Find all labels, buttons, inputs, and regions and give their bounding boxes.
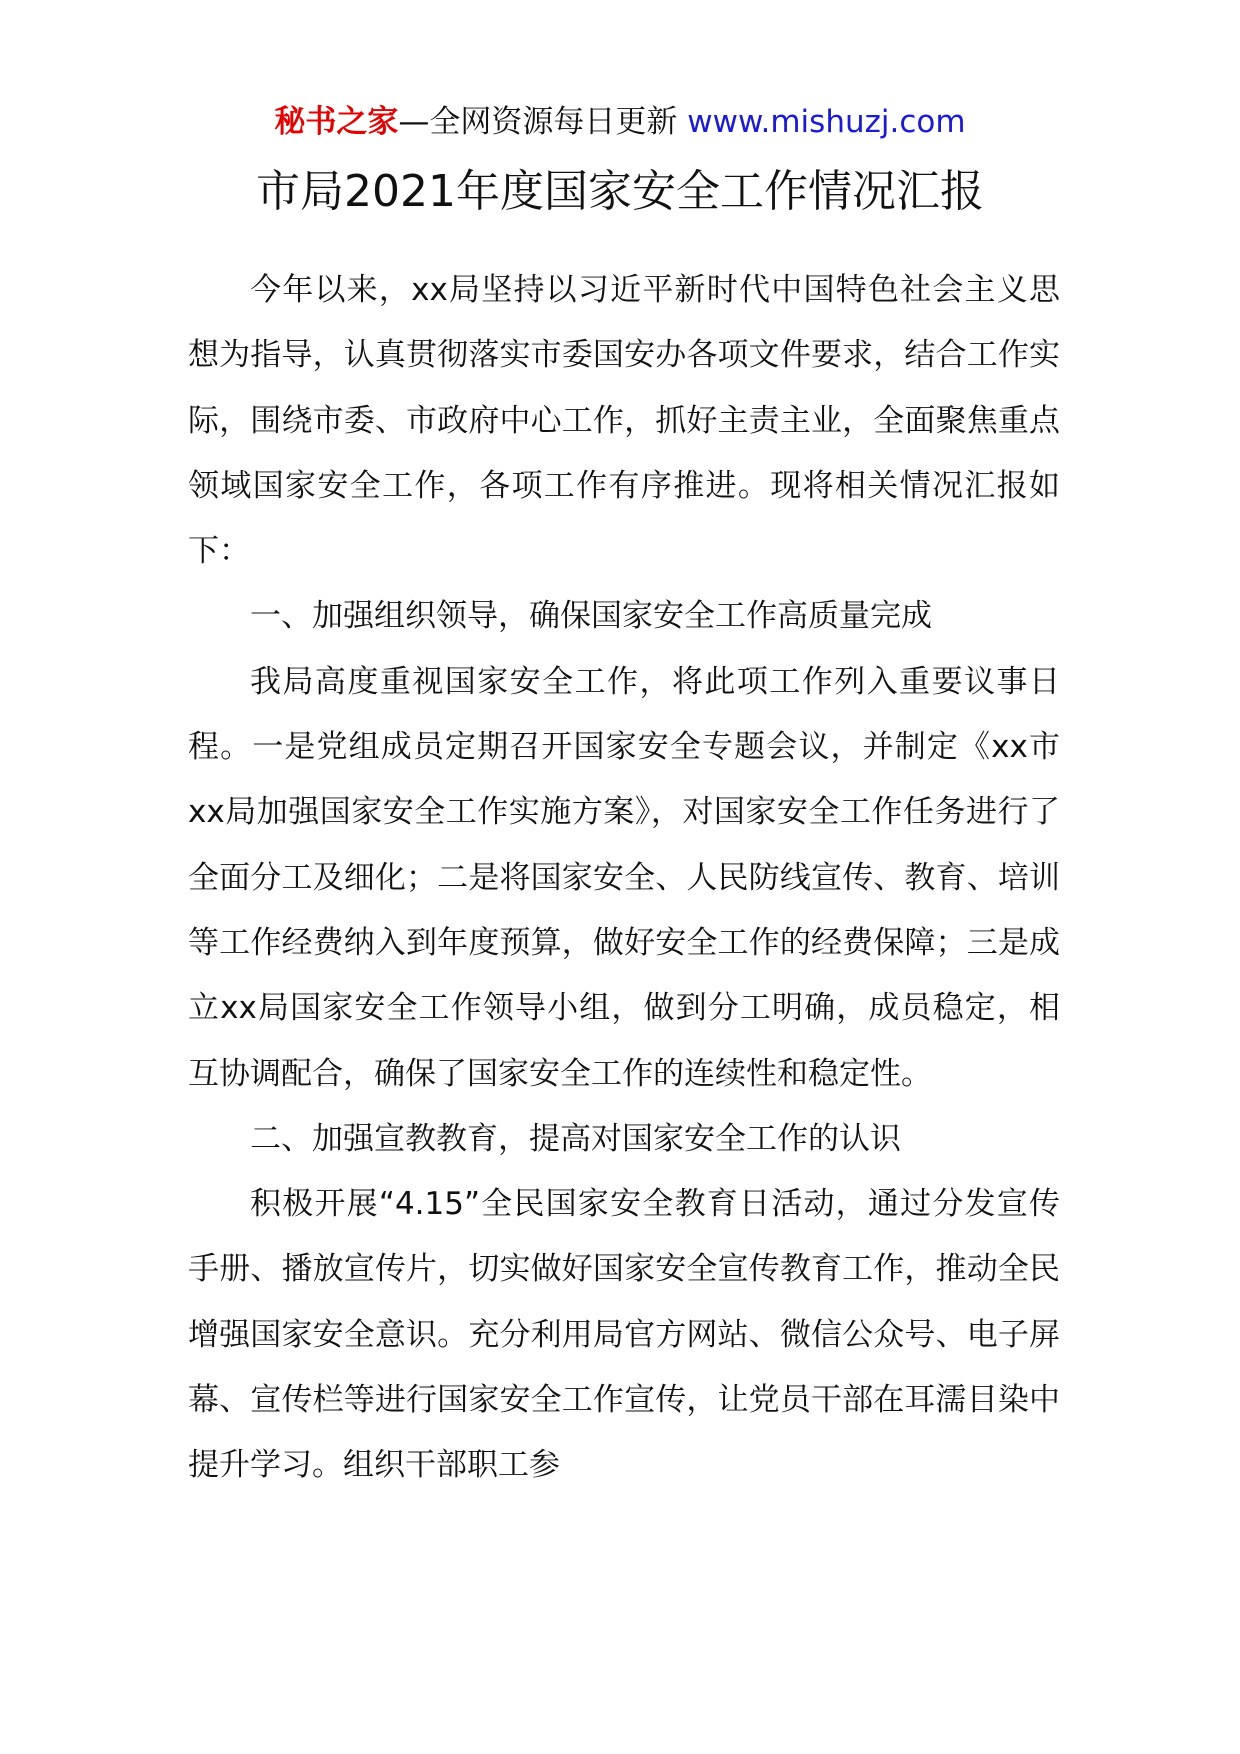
document-body	[188, 258, 1060, 1499]
document-title: 市局2021年度国家安全工作情况汇报	[256, 166, 984, 217]
header-tagline: —全网资源每日更新	[398, 104, 688, 140]
section-heading-2: 二、加强宣教教育，提高对国家安全工作的认识	[250, 1120, 901, 1157]
brand-name: 秘书之家	[274, 104, 399, 140]
site-header	[0, 100, 1240, 144]
intro-paragraph: 今年以来，xx局坚持以习近平新时代中国特色社会主义思想为指导，认真贯彻落实市委国安办各项文件要求，结合工作实际，围绕市委、市政府中心工作，抓好主责主业，全面聚焦重点领域国家安全工作，各项工作有序推进。现将相关情况汇报如下：	[188, 272, 1060, 570]
section-paragraph-2: 积极开展“4.15”全民国家安全教育日活动，通过分发宣传手册、播放宣传片，切实做好国家安全宣传教育工作，推动全民增强国家安全意识。充分利用局官方网站、微信公众号、电子屏幕、宣传栏等进行国家安全工作宣传，让党员干部在耳濡目染中提升学习。组织干部职工参	[188, 1186, 1060, 1484]
section-heading-1: 一、加强组织领导，确保国家安全工作高质量完成	[250, 598, 932, 635]
site-url-link[interactable]: www.mishuzj.com	[687, 104, 966, 140]
section-paragraph-1: 我局高度重视国家安全工作，将此项工作列入重要议事日程。一是党组成员定期召开国家安全专题会议，并制定《xx市xx局加强国家安全工作实施方案》，对国家安全工作任务进行了全面分工及细化；二是将国家安全、人民防线宣传、教育、培训等工作经费纳入到年度预算，做好安全工作的经费保障；三是成立xx局国家安全工作领导小组，做到分工明确，成员稳定，相互协调配合，确保了国家安全工作的连续性和稳定性。	[188, 663, 1060, 1092]
